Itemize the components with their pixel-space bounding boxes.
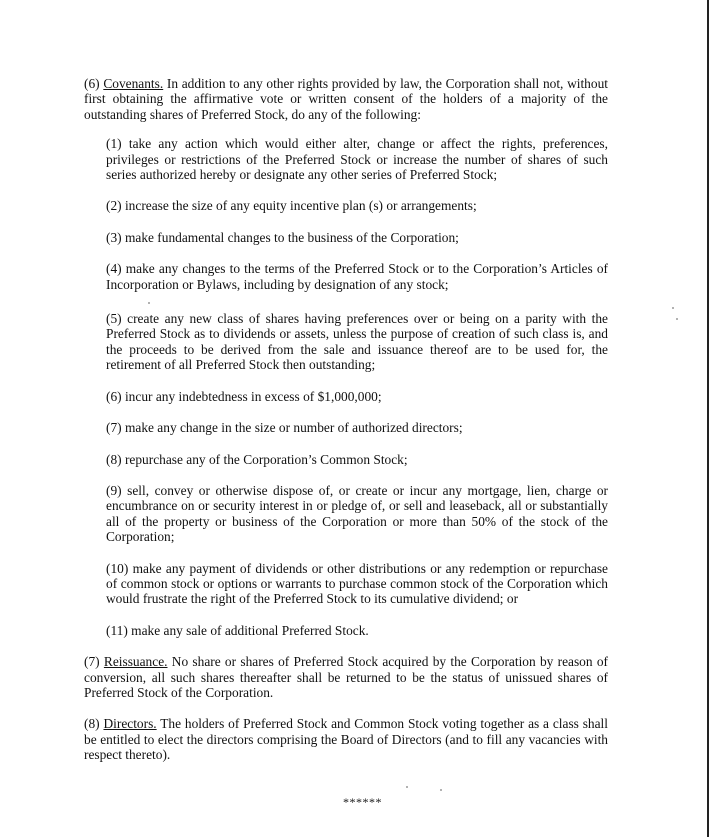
covenant-item-6: (6) incur any indebtedness in excess of $1,000,000; xyxy=(106,388,382,404)
covenant-item-5: (5) create any new class of shares having preferences over or being on a parity with the Preferred Stock as to dividends or assets, unless the purpose of creation of such class is, and the proceeds to be derived from the sale and issuance thereof are to be used for, the retirement of all Preferred Stock then outstanding; xyxy=(106,311,608,373)
covenant-item-4: (4) make any changes to the terms of the Preferred Stock or to the Corporation’s Articles of Incorporation or Bylaws, including by designation of any stock; xyxy=(106,261,608,292)
document-body xyxy=(84,76,608,763)
covenant-item-1: (1) take any action which would either alter, change or affect the rights, preferences, privileges or restrictions of the Preferred Stock or increase the number of shares of such series authorized hereby or designate any other series of Preferred Stock; xyxy=(106,136,608,183)
reissuance-body: No share or shares of Preferred Stock acquired by the Corporation by reason of conversion, all such shares thereafter shall be returned to be the status of unissued shares of Preferred Stock of the Corporation. xyxy=(84,654,608,700)
directors-paragraph xyxy=(84,716,608,762)
reissuance-paragraph xyxy=(84,654,608,700)
covenant-item-3: (3) make fundamental changes to the business of the Corporation; xyxy=(106,229,459,245)
reissuance-number: (7) xyxy=(84,654,100,670)
covenants-heading: Covenants. xyxy=(103,76,164,91)
covenants-body: In addition to any other rights provided by law, the Corporation shall not, without first obtaining the affirmative vote or written consent of the holders of a majority of the outstanding shares of Preferred Stock, do any of the following: xyxy=(84,76,608,122)
covenant-item-9: (9) sell, convey or otherwise dispose of, or create or incur any mortgage, lien, charge or encumbrance on or security interest in or pledge of, or sell and leaseback, all or substantially all of the property or business of the Corporation or more than 50% of the stock of the Corporation; xyxy=(106,482,608,545)
covenants-list xyxy=(106,136,608,638)
scan-speck xyxy=(148,302,150,304)
scan-speck xyxy=(672,307,674,309)
reissuance-heading: Reissuance. xyxy=(103,654,168,670)
end-of-document-mark: ****** xyxy=(343,795,382,809)
covenant-item-8: (8) repurchase any of the Corporation’s Common Stock; xyxy=(106,451,408,467)
scan-speck xyxy=(440,789,442,791)
directors-heading: Directors. xyxy=(103,716,157,732)
covenant-item-11: (11) make any sale of additional Preferred Stock. xyxy=(106,622,369,638)
scan-speck xyxy=(676,318,678,320)
covenants-paragraph xyxy=(84,76,608,122)
covenant-item-7: (7) make any change in the size or number of authorized directors; xyxy=(106,420,463,436)
directors-body: The holders of Preferred Stock and Common Stock voting together as a class shall be entitled to elect the directors comprising the Board of Directors (and to fill any vacancies with respect thereto). xyxy=(84,716,608,763)
covenant-item-2: (2) increase the size of any equity incentive plan (s) or arrangements; xyxy=(106,198,477,214)
scan-speck xyxy=(406,786,408,788)
directors-number: (8) xyxy=(84,716,100,732)
covenants-number: (6) xyxy=(84,76,100,91)
covenant-item-10: (10) make any payment of dividends or other distributions or any redemption or repurchase of common stock or options or warrants to purchase common stock of the Corporation which would frustrate the right of the Preferred Stock to its cumulative dividend; or xyxy=(106,560,608,607)
